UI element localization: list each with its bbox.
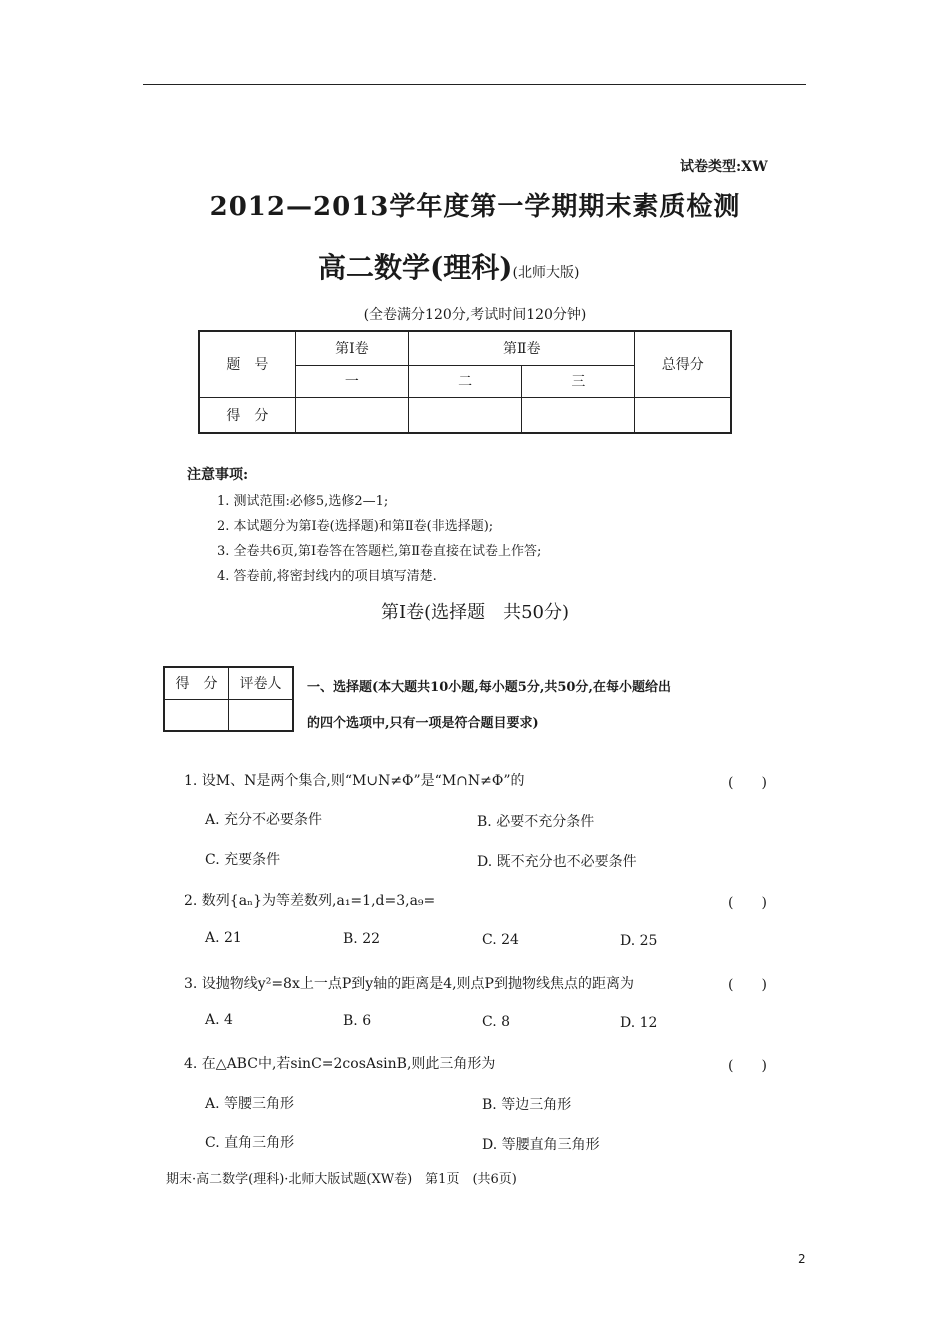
q3-header: 三 [522, 365, 635, 397]
q2-header: 二 [409, 365, 522, 397]
page-footer: 期末·高二数学(理科)·北师大版试题(XW卷) 第1页 (共6页) [166, 1172, 517, 1187]
paper-type-label: 试卷类型:XW [680, 159, 768, 175]
option-a: A. 21 [205, 930, 242, 946]
answer-paren: ( ) [728, 1058, 767, 1074]
question-4-stem: 4. 在△ABC中,若sinC=2cosAsinB,则此三角形为 [184, 1056, 496, 1072]
option-b: B. 6 [343, 1013, 372, 1029]
option-c: C. 直角三角形 [205, 1135, 295, 1151]
row-label-score: 得 分 [199, 397, 295, 433]
q1-header: 一 [295, 365, 408, 397]
grader-table [163, 666, 294, 732]
score-cell-total [635, 397, 731, 433]
top-rule [143, 84, 806, 85]
row-label-number: 题 号 [199, 331, 295, 397]
page-number: 2 [798, 1252, 806, 1266]
exam-info: (全卷满分120分,考试时间120分钟) [363, 307, 587, 323]
option-d: D. 12 [620, 1015, 658, 1031]
note-item: 2. 本试题分为第Ⅰ卷(选择题)和第Ⅱ卷(非选择题); [217, 519, 494, 534]
question-3-stem: 3. 设抛物线y²=8x上一点P到y轴的距离是4,则点P到抛物线焦点的距离为 [184, 976, 634, 992]
total-header: 总得分 [635, 331, 731, 397]
question-1-stem: 1. 设M、N是两个集合,则“M∪N≠Φ”是“M∩N≠Φ”的 [184, 773, 525, 789]
question-2-stem: 2. 数列{aₙ}为等差数列,a₁=1,d=3,a₉= [184, 893, 436, 909]
score-cell-1 [295, 397, 408, 433]
section1-intro-cont: 的四个选项中,只有一项是符合题目要求) [307, 716, 539, 731]
option-a: A. 充分不必要条件 [205, 812, 323, 828]
exam-title: 2012—2013学年度第一学期期末素质检测 [209, 192, 741, 222]
option-b: B. 22 [343, 931, 381, 947]
answer-paren: ( ) [728, 895, 767, 911]
answer-paren: ( ) [728, 977, 767, 993]
part2-header: 第Ⅱ卷 [409, 331, 635, 365]
note-item: 4. 答卷前,将密封线内的项目填写清楚. [217, 569, 437, 584]
notes-title: 注意事项: [187, 467, 249, 483]
option-d: D. 既不充分也不必要条件 [477, 854, 637, 870]
option-c: C. 充要条件 [205, 852, 281, 868]
section1-intro: 一、选择题(本大题共10小题,每小题5分,共50分,在每小题给出 [307, 680, 671, 695]
option-c: C. 8 [482, 1014, 511, 1030]
grader-score-label: 得 分 [164, 667, 229, 699]
grader-person-cell [229, 699, 294, 731]
score-cell-2 [409, 397, 522, 433]
grader-person-label: 评卷人 [229, 667, 294, 699]
subject-title [318, 246, 579, 286]
option-a: A. 4 [205, 1012, 233, 1028]
option-b: B. 必要不充分条件 [477, 814, 595, 830]
note-item: 3. 全卷共6页,第Ⅰ卷答在答题栏,第Ⅱ卷直接在试卷上作答; [217, 544, 542, 559]
note-item: 1. 测试范围:必修5,选修2—1; [217, 494, 389, 509]
score-table [198, 330, 732, 434]
edition-label: (北师大版) [512, 265, 580, 281]
option-d: D. 等腰直角三角形 [482, 1137, 600, 1153]
option-d: D. 25 [620, 933, 658, 949]
section1-title: 第Ⅰ卷(选择题 共50分) [380, 602, 570, 623]
option-a: A. 等腰三角形 [205, 1096, 295, 1112]
grader-score-cell [164, 699, 229, 731]
option-b: B. 等边三角形 [482, 1097, 572, 1113]
option-c: C. 24 [482, 932, 519, 948]
subject-name: 高二数学(理科) [318, 251, 513, 284]
score-cell-3 [522, 397, 635, 433]
answer-paren: ( ) [728, 775, 767, 791]
part1-header: 第Ⅰ卷 [295, 331, 408, 365]
